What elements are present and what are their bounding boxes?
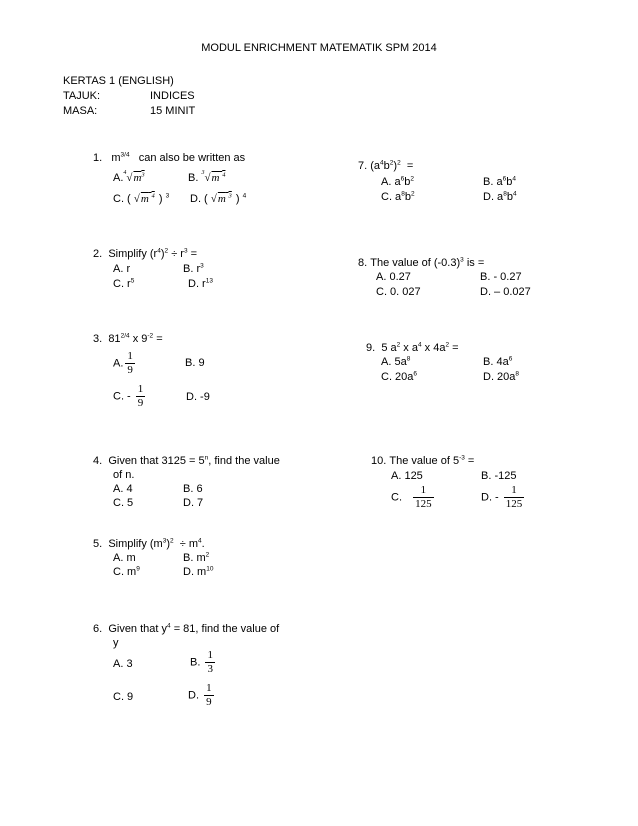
outer-exp: 4: [242, 192, 247, 200]
option-b: [188, 172, 226, 184]
exp: 2: [445, 341, 450, 349]
option-c: C. 5: [113, 497, 134, 509]
option-d: [188, 682, 216, 709]
option-text: b: [506, 191, 513, 203]
option-c: [391, 484, 436, 511]
option-c: C. 9: [113, 691, 134, 703]
question-number: 5.: [93, 538, 103, 550]
stem-text: x 4a: [424, 342, 446, 354]
radical: √m $^3$: [210, 192, 232, 205]
exp: 3: [200, 262, 204, 270]
option-d: [183, 566, 213, 578]
stem-text: Given that 3125 = 5: [108, 455, 205, 467]
paren-close: ): [158, 193, 163, 205]
exp: 8: [515, 370, 520, 378]
option-label: C. (: [113, 193, 131, 205]
stem-text: Simplify (m: [108, 538, 163, 550]
option-label: D. (: [190, 193, 208, 205]
option-label: C. a: [381, 191, 402, 203]
option-label: C. r: [113, 278, 131, 290]
question-number: 3.: [93, 333, 103, 345]
option-a: [113, 350, 137, 377]
question-5: [93, 538, 205, 550]
numerator: 1: [511, 484, 517, 496]
stem-text: 81: [108, 333, 121, 345]
question-1: 1. $m^{3/4}$ can also be written as: [93, 151, 246, 164]
option-label: B. m: [183, 552, 206, 564]
option-label: D. a: [483, 191, 504, 203]
option-a: A. 4: [113, 483, 133, 495]
denominator: 125: [415, 498, 432, 510]
stem-text: ): [393, 160, 398, 172]
option-label: D. -: [481, 491, 499, 504]
numerator: 1: [137, 383, 144, 395]
option-d: D. -9: [186, 391, 210, 403]
exp: 13: [205, 277, 213, 285]
exp: 6: [502, 175, 507, 183]
stem-continued: y: [113, 637, 119, 649]
option-b: [183, 263, 204, 275]
exp: 4: [417, 341, 422, 349]
stem-text: Given that y: [108, 623, 168, 635]
radical-index: 4: [123, 170, 127, 176]
stem-text: =: [190, 248, 198, 260]
exp: 2: [389, 159, 394, 167]
exp: 4: [157, 247, 161, 255]
stem-text: ÷ m: [179, 538, 199, 550]
option-b: B. -125: [481, 470, 517, 482]
question-number: 2.: [93, 248, 103, 260]
exp: 2: [397, 159, 401, 167]
topic-label: TAJUK:: [63, 90, 101, 102]
fraction: [204, 682, 214, 709]
exp: 4: [512, 190, 517, 198]
stem-text: ÷ r: [171, 248, 184, 260]
stem-text: , find the value: [208, 455, 280, 467]
option-label: A. a: [381, 176, 401, 188]
stem-text: Simplify (r: [108, 248, 158, 260]
fraction: [205, 649, 215, 676]
exp: 4: [380, 159, 384, 167]
stem-text: is =: [466, 257, 485, 269]
option-c: [381, 371, 417, 383]
stem-text: = 81, find the value of: [173, 623, 280, 635]
option-b: [190, 649, 217, 676]
question-number: 7.: [358, 160, 368, 172]
exp: 8: [401, 190, 405, 198]
option-text: b: [404, 191, 411, 203]
option-c: [113, 278, 134, 290]
option-d: [483, 371, 519, 383]
outer-exp: 3: [165, 192, 170, 200]
topic-value: INDICES: [150, 90, 195, 102]
radical-index: 3: [201, 170, 205, 176]
option-label: A. 5a: [381, 356, 407, 368]
radicand-exp: 4: [151, 192, 155, 200]
exp: 2: [396, 341, 401, 349]
option-label: C. 20a: [381, 371, 414, 383]
stem-text: =: [406, 160, 414, 172]
question-2: [93, 248, 197, 260]
option-label: A.: [113, 357, 124, 370]
option-a: [381, 176, 414, 188]
option-label: B. r: [183, 263, 201, 275]
option-a: A. 3: [113, 658, 133, 670]
denominator: 9: [127, 364, 133, 376]
exp: 8: [503, 190, 507, 198]
radicand: m: [217, 193, 226, 205]
option-c: C. 0. 027: [376, 286, 421, 298]
option-d: [481, 484, 526, 511]
question-number: 9.: [366, 342, 376, 354]
radicand-exp: 3: [141, 171, 145, 179]
option-c: [113, 383, 147, 410]
stem-text: ): [160, 248, 165, 260]
exp: 3: [460, 256, 464, 264]
exp: 10: [206, 565, 214, 573]
stem-text: (a: [370, 160, 381, 172]
question-10: [371, 455, 474, 467]
denominator: 3: [207, 663, 213, 675]
time-value: 15 MINIT: [150, 105, 196, 117]
option-label: B.: [190, 656, 201, 669]
exp: -3: [459, 454, 465, 462]
exp: 3: [183, 247, 188, 255]
option-d: D. – 0.027: [480, 286, 531, 298]
denominator: 9: [137, 397, 144, 409]
option-a: A. 0.27: [376, 271, 411, 283]
stem-base: m: [111, 152, 121, 164]
exp: 9: [136, 565, 140, 573]
exp: 2: [410, 190, 415, 198]
option-b: [483, 356, 512, 368]
exp: 2: [410, 175, 414, 183]
exp: 2: [205, 551, 210, 559]
option-d: [188, 278, 213, 290]
exp: 6: [400, 175, 405, 183]
option-a: [113, 172, 146, 184]
option-label: A. r: [113, 263, 131, 275]
option-b: B. 6: [183, 483, 203, 495]
question-4: [93, 455, 280, 467]
exp: 2: [164, 247, 169, 255]
stem-text: The value of (-0.3): [370, 257, 461, 269]
numerator: 1: [206, 682, 212, 694]
question-7: [358, 160, 413, 172]
radicand-exp: 3: [228, 192, 232, 200]
radicand: m: [211, 172, 220, 184]
fraction: [125, 350, 135, 377]
question-number: 10.: [371, 455, 387, 467]
option-label: D. m: [183, 566, 207, 578]
stem-exp-num: 3: [120, 151, 125, 159]
numerator: 1: [127, 350, 133, 362]
radical: $^4√m^3$: [123, 170, 145, 184]
stem-text: x a: [403, 342, 418, 354]
stem-text: =: [452, 342, 459, 354]
stem-text: The value of 5: [389, 455, 460, 467]
option-c: [113, 193, 169, 205]
exp: 4: [167, 622, 171, 630]
option-b: B. - 0.27: [480, 271, 522, 283]
exp: 4: [512, 175, 516, 183]
stem-text: x 9: [132, 333, 148, 345]
question-8: [358, 257, 484, 269]
question-6: [93, 623, 279, 635]
radicand: m: [133, 172, 142, 184]
option-a: A. m: [113, 552, 136, 564]
option-d: D. 7: [183, 497, 204, 509]
numerator: 1: [207, 649, 213, 661]
fraction: [136, 383, 146, 410]
question-number: 6.: [93, 623, 103, 635]
option-text: b: [404, 176, 411, 188]
exp-num: 2: [120, 332, 125, 340]
option-a: [113, 263, 130, 275]
numerator: 1: [420, 484, 427, 496]
option-label: C. -: [113, 390, 131, 403]
radical: $^3$√m $^4$: [201, 170, 226, 184]
exp: 2: [170, 537, 174, 545]
exp: 6: [508, 355, 513, 363]
option-label: B. a: [483, 176, 503, 188]
radicand: m: [140, 193, 149, 205]
option-label: B.: [188, 172, 199, 184]
option-label: D. 20a: [483, 371, 516, 383]
exp: 4: [198, 537, 202, 545]
stem-text: =: [467, 455, 475, 467]
exp: 3: [162, 537, 167, 545]
stem-continued: of n.: [113, 469, 135, 481]
question-number: 4.: [93, 455, 103, 467]
time-label: MASA:: [63, 105, 98, 117]
question-3: 3. $81^{2/4}$ x $9^{-2}$ =: [93, 332, 163, 345]
stem-text: can also be written as: [138, 152, 246, 164]
paper-label: KERTAS 1 (ENGLISH): [63, 75, 174, 87]
denominator: 9: [206, 696, 212, 708]
option-d: [483, 191, 517, 203]
question-number: 8.: [358, 257, 368, 269]
option-label: C. m: [113, 566, 137, 578]
radical: √m $^4$: [133, 192, 155, 205]
stem-text: =: [156, 333, 163, 345]
option-a: A. 125: [391, 470, 423, 482]
option-a: [381, 356, 410, 368]
option-label: D.: [188, 689, 199, 702]
radicand-exp: 4: [222, 171, 226, 179]
question-9: [366, 342, 459, 354]
question-number: 1.: [93, 152, 103, 164]
exp: -2: [147, 332, 154, 340]
stem-text: .: [201, 538, 205, 550]
option-d: [190, 193, 246, 205]
option-text: b: [506, 176, 513, 188]
stem-text: ): [166, 538, 170, 550]
exp: 8: [406, 355, 411, 363]
option-label: B. 4a: [483, 356, 509, 368]
option-b: [183, 552, 209, 564]
option-label: D. r: [188, 278, 206, 290]
stem-text: 5 a: [381, 342, 397, 354]
paren-close: ): [235, 193, 240, 205]
stem-exp-den: 4: [125, 151, 130, 159]
exp: 5: [130, 277, 135, 285]
denominator: 125: [505, 498, 523, 510]
fraction: [413, 484, 434, 511]
option-b: B. 9: [185, 357, 205, 369]
option-c: [381, 191, 415, 203]
option-b: [483, 176, 516, 188]
stem-text: b: [383, 160, 390, 172]
page-title: MODUL ENRICHMENT MATEMATIK SPM 2014: [201, 42, 437, 54]
option-label: A.: [113, 172, 124, 184]
exp-den: 4: [126, 332, 130, 340]
option-c: [113, 566, 140, 578]
fraction: [504, 484, 525, 511]
exp: n: [204, 454, 209, 462]
exp: 6: [413, 370, 418, 378]
option-label: C.: [391, 491, 402, 504]
